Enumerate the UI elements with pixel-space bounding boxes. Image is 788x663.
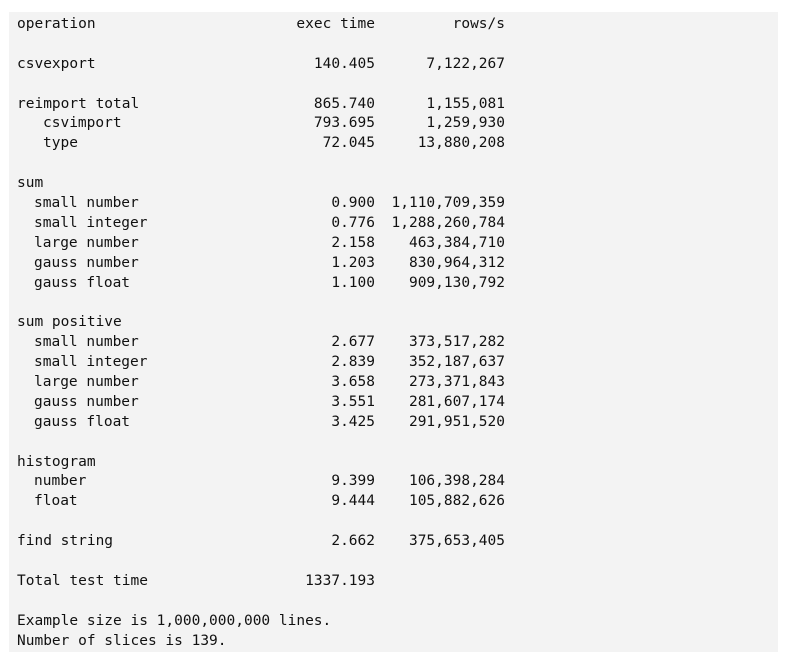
- exec-time-value: 0.900: [331, 195, 375, 212]
- exec-time-value: 1.100: [331, 274, 375, 291]
- rows-per-s-value: 1,288,260,784: [391, 214, 505, 231]
- exec-time-value: 2.662: [331, 533, 375, 550]
- rows-per-s-value: 463,384,710: [408, 234, 505, 251]
- op-label: small integer: [34, 214, 148, 231]
- exec-time-value: 865.740: [313, 95, 375, 112]
- result-row-reimport-total: [17, 95, 778, 115]
- benchmark-output: [9, 12, 778, 652]
- section-heading-sum-positive: [17, 313, 778, 333]
- rows-per-s-value: 281,607,174: [408, 393, 505, 410]
- exec-time-value: 3.425: [331, 413, 375, 430]
- exec-time-value: 2.677: [331, 334, 375, 351]
- op-label: type: [43, 135, 78, 152]
- op-label: reimport total: [17, 95, 140, 112]
- spacer: [17, 293, 778, 313]
- result-row: [17, 234, 778, 254]
- rows-per-s-value: 7,122,267: [426, 55, 505, 72]
- example-size-note: Example size is 1,000,000,000 lines.: [17, 612, 332, 629]
- rows-per-s-value: 291,951,520: [408, 413, 505, 430]
- section-label: sum: [17, 175, 44, 192]
- spacer: [17, 75, 778, 95]
- op-label: gauss number: [34, 393, 139, 410]
- header-row: [17, 15, 778, 35]
- result-row-type: [17, 134, 778, 154]
- op-label: gauss float: [34, 413, 131, 430]
- op-label: large number: [34, 374, 139, 391]
- slices-note: Number of slices is 139.: [17, 632, 227, 649]
- op-label: small integer: [34, 354, 148, 371]
- total-label: Total test time: [17, 572, 148, 589]
- rows-per-s-value: 1,155,081: [426, 95, 505, 112]
- rows-per-s-value: 375,653,405: [408, 533, 505, 550]
- exec-time-value: 793.695: [313, 115, 375, 132]
- rows-per-s-value: 909,130,792: [408, 274, 505, 291]
- result-row: [17, 214, 778, 234]
- rows-per-s-value: 105,882,626: [408, 493, 505, 510]
- result-row: [17, 274, 778, 294]
- spacer: [17, 592, 778, 612]
- op-label: csvimport: [43, 115, 122, 132]
- section-label: histogram: [17, 453, 96, 470]
- header-rows-per-s: rows/s: [452, 16, 505, 32]
- result-row: [17, 492, 778, 512]
- result-row-csvexport: [17, 55, 778, 75]
- spacer: [17, 433, 778, 453]
- result-row: [17, 333, 778, 353]
- exec-time-value: 140.405: [313, 55, 375, 72]
- op-label: small number: [34, 195, 139, 212]
- spacer: [17, 552, 778, 572]
- header-exec-time: exec time: [296, 16, 375, 32]
- op-label: small number: [34, 334, 139, 351]
- result-row: [17, 194, 778, 214]
- exec-time-value: 3.658: [331, 374, 375, 391]
- rows-per-s-value: 13,880,208: [417, 135, 505, 152]
- rows-per-s-value: 106,398,284: [408, 473, 505, 490]
- exec-time-value: 1.203: [331, 254, 375, 271]
- section-heading-sum: [17, 174, 778, 194]
- section-heading-histogram: [17, 453, 778, 473]
- result-row-csvimport: [17, 114, 778, 134]
- exec-time-value: 3.551: [331, 393, 375, 410]
- exec-time-value: 0.776: [331, 214, 375, 231]
- result-row: [17, 472, 778, 492]
- op-label: number: [34, 473, 87, 490]
- total-row: [17, 572, 778, 592]
- rows-per-s-value: 1,259,930: [426, 115, 505, 132]
- rows-per-s-value: 830,964,312: [408, 254, 505, 271]
- exec-time-value: 2.158: [331, 234, 375, 251]
- op-label: float: [34, 493, 78, 510]
- spacer: [17, 35, 778, 55]
- op-label: gauss number: [34, 254, 139, 271]
- exec-time-value: 9.444: [331, 493, 375, 510]
- op-label: csvexport: [17, 55, 96, 72]
- result-row: [17, 254, 778, 274]
- exec-time-value: 2.839: [331, 354, 375, 371]
- op-label: gauss float: [34, 274, 131, 291]
- op-label: find string: [17, 533, 114, 550]
- section-label: sum positive: [17, 314, 122, 331]
- rows-per-s-value: 352,187,637: [408, 354, 505, 371]
- rows-per-s-value: 273,371,843: [408, 374, 505, 391]
- rows-per-s-value: 373,517,282: [408, 334, 505, 351]
- header-operation: operation: [17, 16, 96, 32]
- spacer: [17, 512, 778, 532]
- result-row: [17, 373, 778, 393]
- result-row-find-string: [17, 532, 778, 552]
- rows-per-s-value: 1,110,709,359: [391, 195, 505, 212]
- result-row: [17, 353, 778, 373]
- exec-time-value: 72.045: [322, 135, 375, 152]
- exec-time-value: 9.399: [331, 473, 375, 490]
- result-row: [17, 393, 778, 413]
- result-row: [17, 413, 778, 433]
- spacer: [17, 154, 778, 174]
- op-label: large number: [34, 234, 139, 251]
- total-time-value: 1337.193: [305, 572, 375, 589]
